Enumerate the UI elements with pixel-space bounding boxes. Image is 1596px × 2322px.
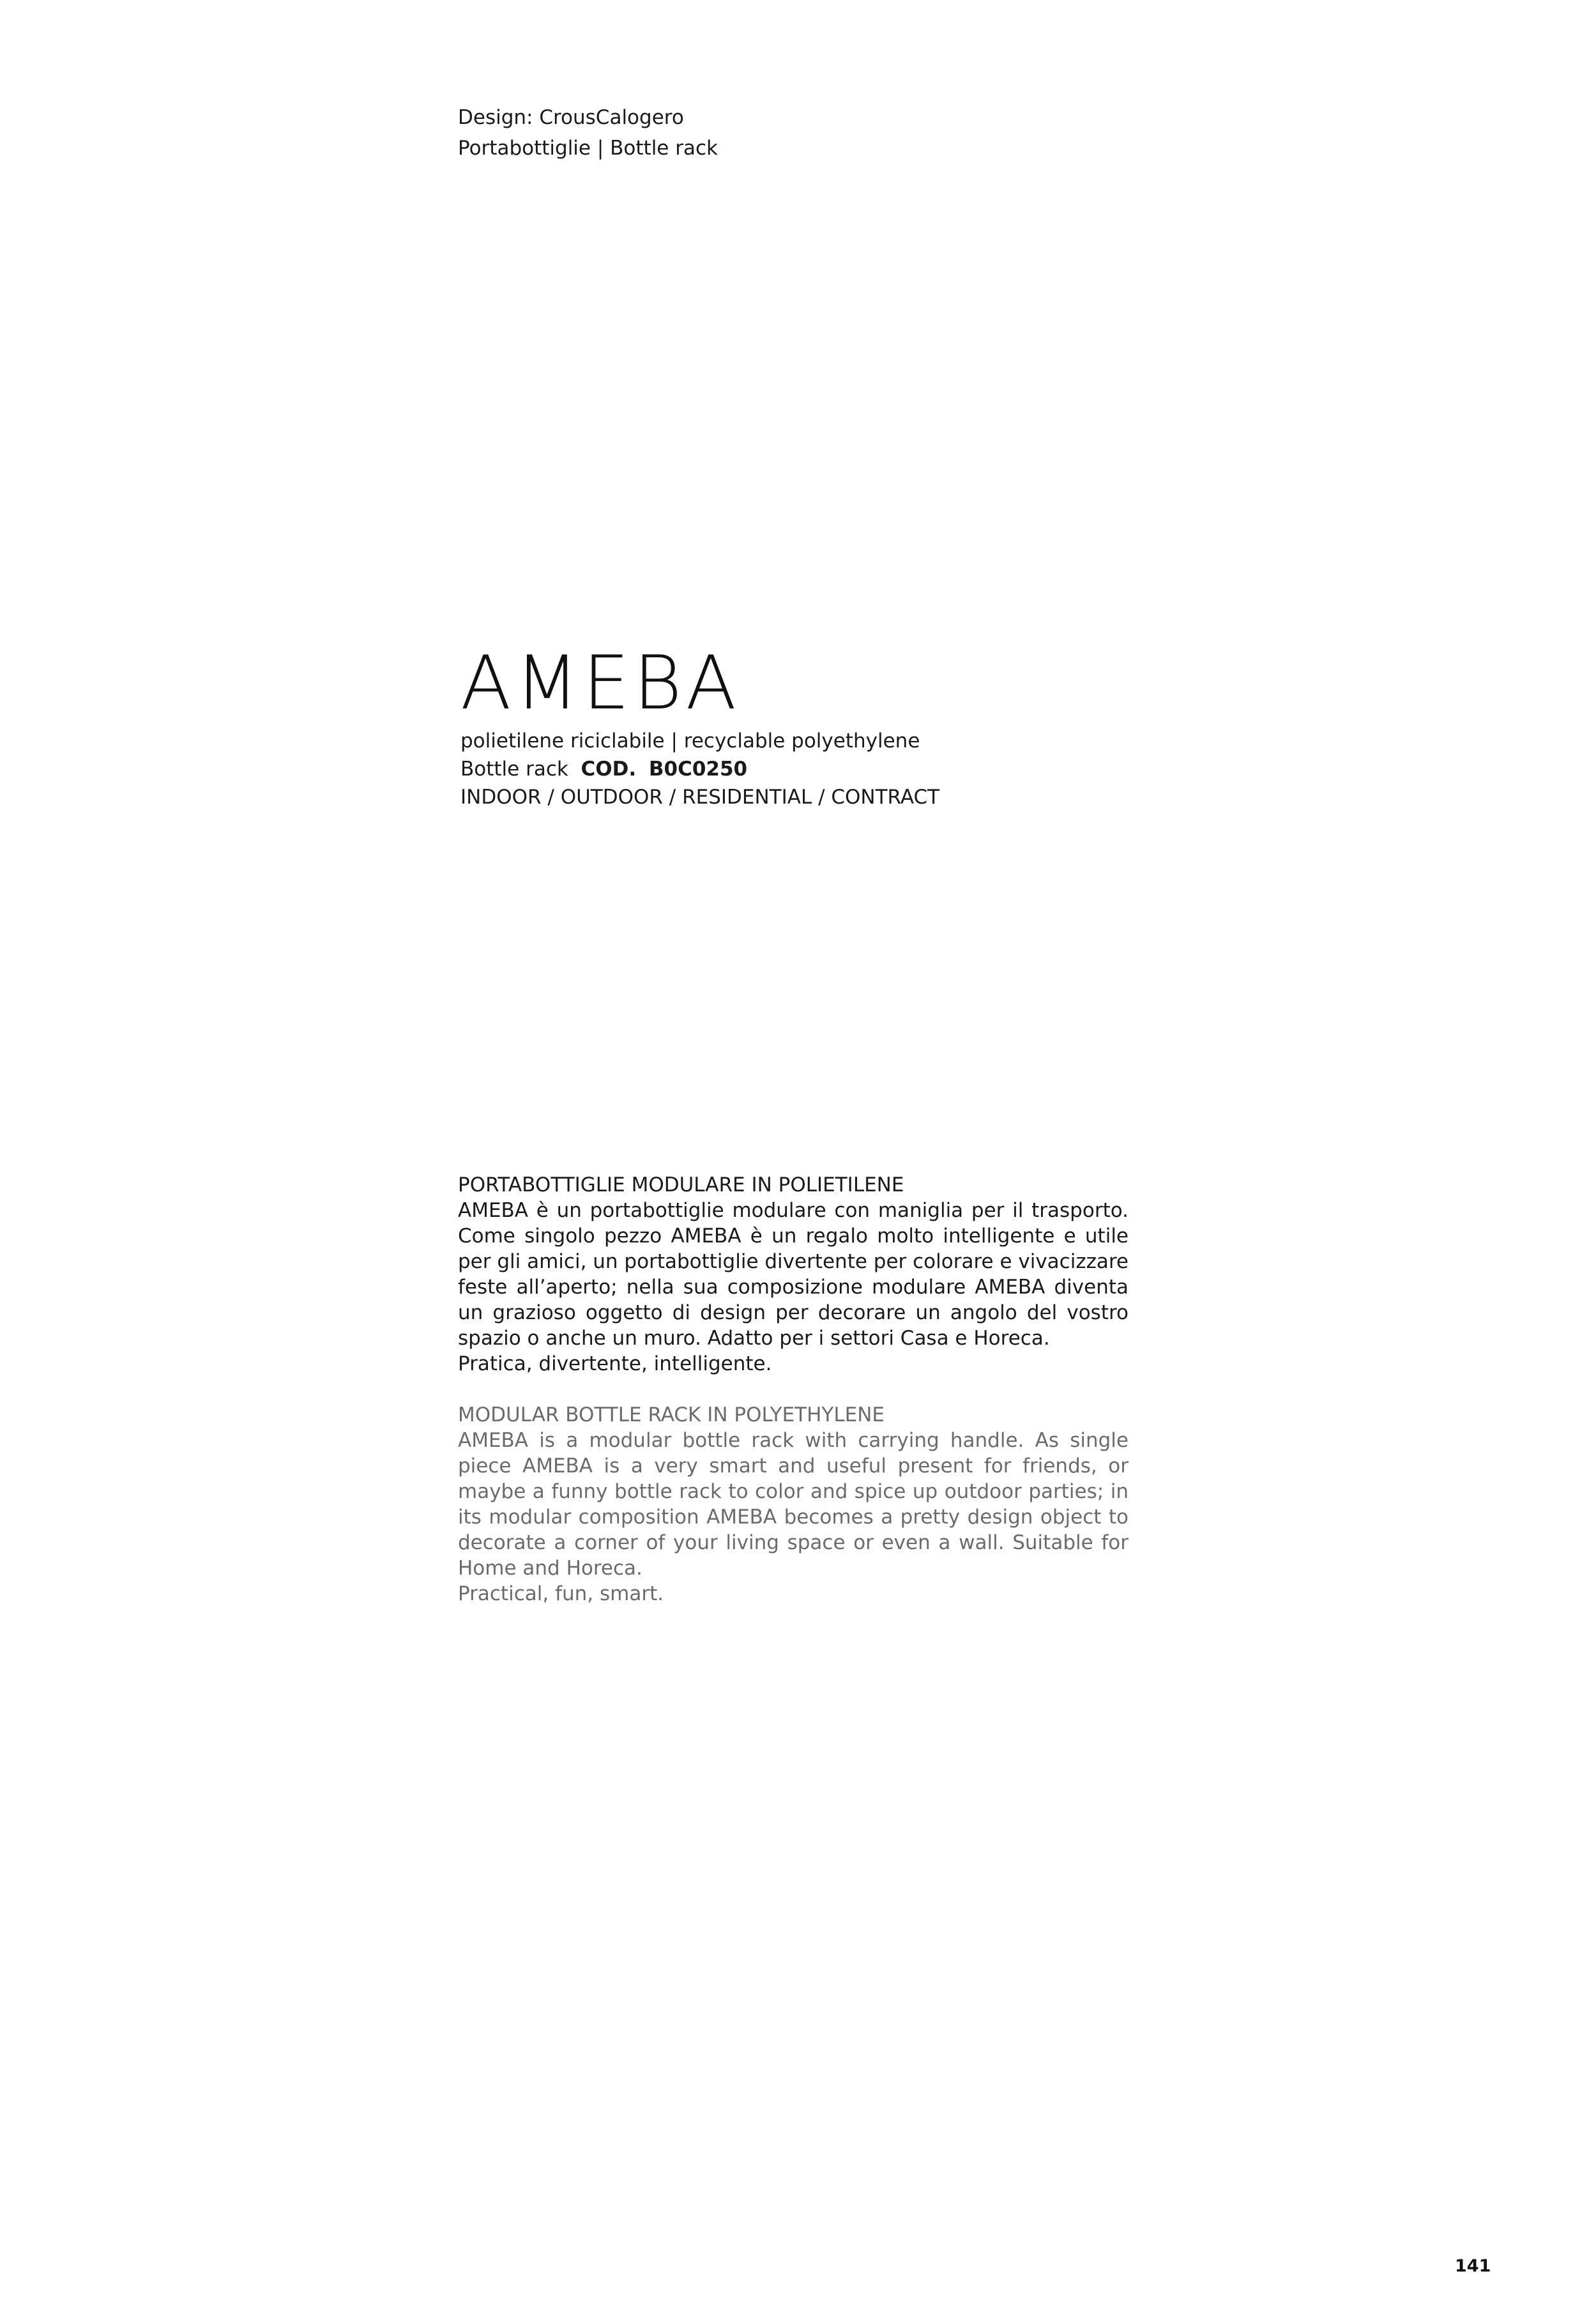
product-material: polietilene riciclabile | recyclable polyethylene [460,729,920,752]
description-italian-body: AMEBA è un portabottiglie modulare con maniglia per il trasporto. Come singolo pezzo AMEBA è un regalo molto intelligente e utile per gli amici, un portabottiglie divertente per colorare e vivacizzare feste all’aperto; nella sua composizione modulare AMEBA diventa un grazioso oggetto di design per decorare un angolo del vostro spazio o anche un muro. Adatto per i settori Casa e Horeca. [458,1199,1129,1350]
description-italian-tagline: Pratica, divertente, intelligente. [458,1352,772,1375]
description-italian [458,1172,1129,1377]
product-code-label: COD. [581,758,637,781]
designer-credit: Design: CrousCalogero [458,106,684,129]
description-english-tagline: Practical, fun, smart. [458,1582,664,1605]
product-usage: INDOOR / OUTDOOR / RESIDENTIAL / CONTRACT [460,786,940,809]
page-number: 141 [1455,2256,1491,2276]
description-english-heading: MODULAR BOTTLE RACK IN POLYETHYLENE [458,1403,885,1426]
page-header [458,102,718,164]
description-italian-heading: PORTABOTTIGLIE MODULARE IN POLIETILENE [458,1173,904,1196]
product-type: Bottle rack [460,758,568,781]
product-category: Portabottiglie | Bottle rack [458,137,718,160]
product-title: AMEBA [460,640,741,726]
product-details [460,727,939,811]
description-english-body: AMEBA is a modular bottle rack with carrying handle. As single piece AMEBA is a very smart and useful present for friends, or maybe a funny bottle rack to color and spice up outdoor parties; in its modular composition AMEBA becomes a pretty design object to decorate a corner of your living space or even a wall. Suitable for Home and Horeca. [458,1429,1129,1580]
product-code: B0C0250 [648,758,748,781]
product-block [460,639,939,811]
product-code-line [460,755,939,783]
description-english [458,1402,1129,1607]
